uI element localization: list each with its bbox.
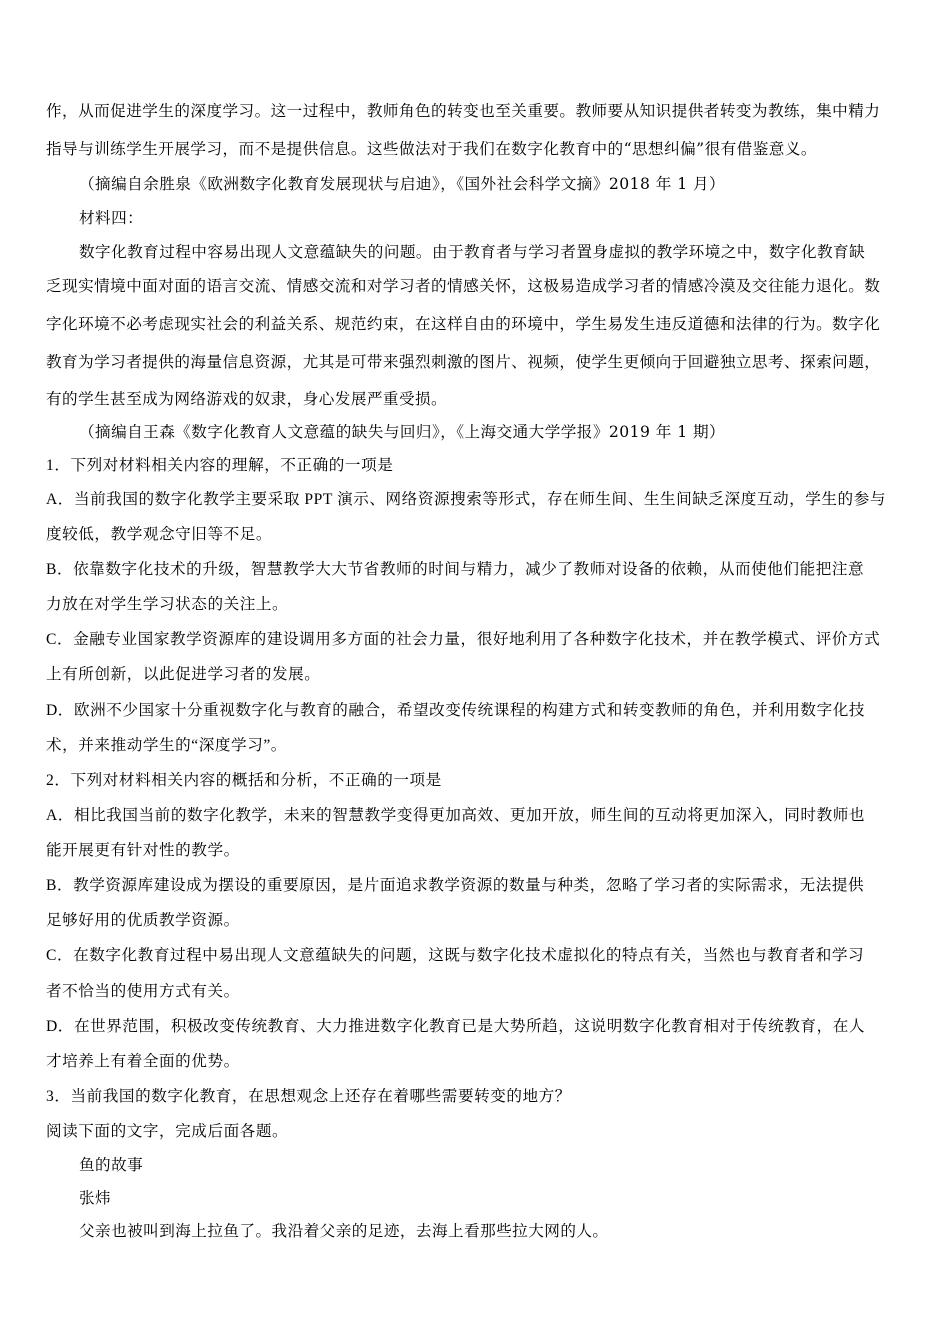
q2-option-c-cont: 者不恰当的使用方式有关。 [46, 983, 240, 1000]
story-author: 张炜 [79, 1189, 112, 1207]
text-line: 乏现实情境中面对面的语言交流、情感交流和对学习者的情感关怀，这极易造成学习者的情感冷漠及交往能力退化。数 [46, 277, 881, 295]
q1-option-c: C．金融专业国家教学资源库的建设调用多方面的社会力量，很好地利用了各种数字化技术，并在教学模式、评价方式 [46, 631, 881, 648]
q1-option-d: D．欧洲不少国家十分重视数字化与教育的融合，希望改变传统课程的构建方式和转变教师的角色，并利用数字化技 [46, 702, 865, 719]
q1-option-a: A．当前我国的数字化教学主要采取 PPT 演示、网络资源搜索等形式，存在师生间、生生间缺乏深度互动，学生的参与 [46, 491, 886, 508]
q2-option-b-cont: 足够好用的优质教学资源。 [46, 912, 240, 929]
text-line: 字化环境不必考虑现实社会的利益关系、规范约束，在这样自由的环境中，学生易发生违反道德和法律的行为。数字化 [46, 315, 881, 333]
q2-option-a: A．相比我国当前的数字化教学，未来的智慧教学变得更加高效、更加开放，师生间的互动将更加深入，同时教师也 [46, 807, 865, 824]
q1-option-b-cont: 力放在对学生学习状态的关注上。 [46, 596, 289, 613]
q1-option-c-cont: 上有所创新，以此促进学习者的发展。 [46, 666, 321, 683]
citation-line: （摘编自王森《数字化教育人文意蕴的缺失与回归》，《上海交通大学学报》2019 年 1 期） [79, 423, 726, 441]
story-title: 鱼的故事 [79, 1156, 144, 1174]
story-first-line: 父亲也被叫到海上拉鱼了。我沿着父亲的足迹，去海上看那些拉大网的人。 [79, 1222, 609, 1240]
q1-option-d-cont: 术，并来推动学生的“深度学习”。 [46, 737, 287, 754]
text-line: 有的学生甚至成为网络游戏的奴隶，身心发展严重受损。 [46, 390, 448, 408]
question-1-stem: 1．下列对材料相关内容的理解，不正确的一项是 [46, 457, 394, 474]
question-3-stem: 3．当前我国的数字化教育，在思想观念上还存在着哪些需要转变的地方？ [46, 1088, 571, 1105]
reading-instruction: 阅读下面的文字，完成后面各题。 [46, 1123, 289, 1140]
text-line: 指导与训练学生开展学习，而不是提供信息。这些做法对于我们在数字化教育中的“思想纠偏”很有借鉴意义。 [46, 140, 817, 158]
section-heading: 材料四： [79, 209, 144, 227]
question-2-stem: 2．下列对材料相关内容的概括和分析，不正确的一项是 [46, 772, 442, 789]
text-line: 数字化教育过程中容易出现人文意蕴缺失的问题。由于教育者与学习者置身虚拟的教学环境之中，数字化教育缺 [79, 243, 866, 261]
text-line: 作，从而促进学生的深度学习。这一过程中，教师角色的转变也至关重要。教师要从知识提供者转变为教练，集中精力 [46, 102, 881, 120]
q2-option-d: D．在世界范围，积极改变传统教育、大力推进数字化教育已是大势所趋，这说明数字化教育相对于传统教育，在人 [46, 1018, 865, 1035]
q2-option-b: B．教学资源库建设成为摆设的重要原因，是片面追求教学资源的数量与种类，忽略了学习者的实际需求，无法提供 [46, 877, 865, 894]
q2-option-a-cont: 能开展更有针对性的教学。 [46, 842, 240, 859]
q2-option-c: C．在数字化教育过程中易出现人文意蕴缺失的问题，这既与数字化技术虚拟化的特点有关，当然也与教育者和学习 [46, 947, 865, 964]
text-line: 教育为学习者提供的海量信息资源，尤其是可带来强烈刺激的图片、视频，使学生更倾向于回避独立思考、探索问题， [46, 353, 881, 371]
q2-option-d-cont: 才培养上有着全面的优势。 [46, 1053, 240, 1070]
q1-option-b: B．依靠数字化技术的升级，智慧教学大大节省教师的时间与精力，减少了教师对设备的依赖，从而使他们能把注意 [46, 561, 865, 578]
q1-option-a-cont: 度较低，教学观念守旧等不足。 [46, 526, 273, 543]
citation-line: （摘编自余胜泉《欧洲数字化教育发展现状与启迪》，《国外社会科学文摘》2018 年 1 月） [79, 175, 726, 193]
